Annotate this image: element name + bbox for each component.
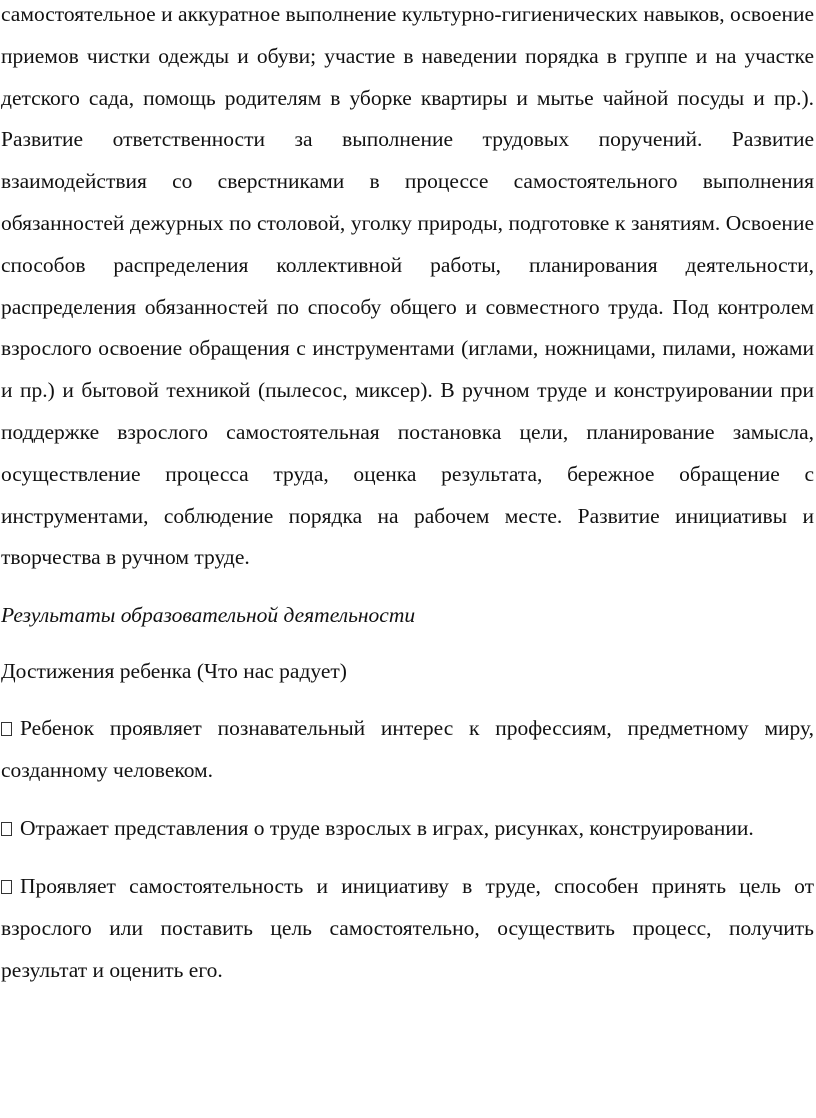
main-paragraph: самостоятельное и аккуратное выполнение культурно-гигиенических навыков, освоение приемов чистки одежды и обуви; участие в наведении порядка в группе и на участке детского сада, помощь родителям в уборке квартиры и мытье чайной посуды и пр.). Развитие ответственности за выполнение трудовых поручений. Развитие взаимодействия со сверстниками в процессе самостоятельного выполнения обязанностей дежурных по столовой, уголку природы, подготовке к занятиям. Освоение способов распределения коллективной работы, планирования деятельности, распределения обязанностей по способу общего и совместного труда. Под контролем взрослого освоение обращения с инструментами (иглами, ножницами, пилами, ножами и пр.) и бытовой техникой (пылесос, миксер). В ручном труде и конструировании при поддержке взрослого самостоятельная постановка цели, планирование замысла, осуществление процесса труда, оценка результата, бережное обращение с инструментами, соблюдение порядка на рабочем месте. Развитие инициативы и творчества в ручном труде. bbox=[1, 2, 814, 570]
list-item-text: Отражает представления о труде взрослых в играх, рисунках, конструировании. bbox=[20, 816, 754, 841]
list-item bbox=[1, 807, 814, 849]
square-bullet-icon bbox=[1, 722, 12, 736]
square-bullet-icon bbox=[1, 822, 12, 836]
square-bullet-icon bbox=[1, 880, 12, 894]
list-item-text: Ребенок проявляет познавательный интерес к профессиям, предметному миру, созданному человеком. bbox=[1, 716, 814, 783]
achievements-heading: Достижения ребенка (Что нас радует) bbox=[1, 659, 347, 684]
list-item bbox=[1, 865, 814, 991]
list-item bbox=[1, 707, 814, 791]
list-item-text: Проявляет самостоятельность и инициативу в труде, способен принять цель от взрослого или поставить цель самостоятельно, осуществить процесс, получить результат и оценить его. bbox=[1, 874, 814, 983]
results-heading: Результаты образовательной деятельности bbox=[1, 603, 416, 628]
